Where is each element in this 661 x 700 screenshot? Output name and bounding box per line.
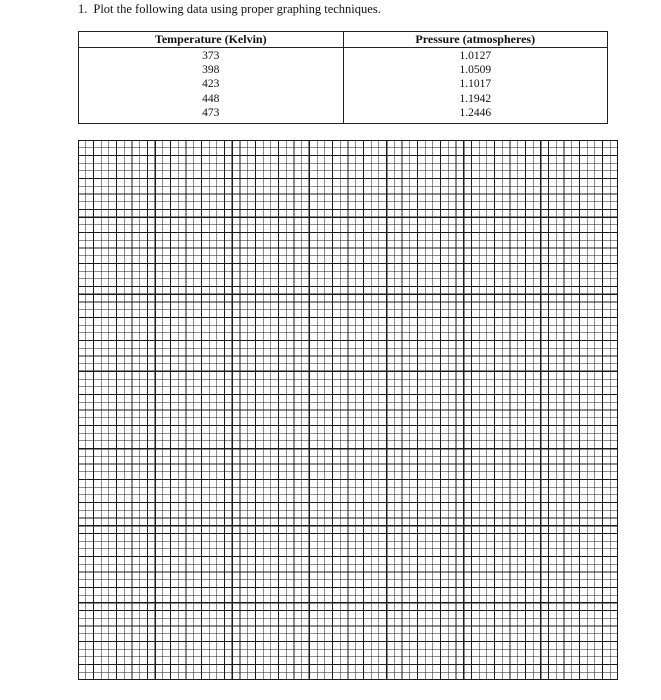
temperature-cell: 373 xyxy=(202,50,220,62)
question-line xyxy=(78,2,381,17)
pressure-cell: 1.0127 xyxy=(459,50,492,62)
question-number: 1. xyxy=(78,2,88,16)
temperature-cell: 448 xyxy=(202,92,220,105)
temperature-column xyxy=(79,48,343,123)
question-text: Plot the following data using proper graphing techniques. xyxy=(93,2,381,16)
pressure-cell: 1.1942 xyxy=(459,92,492,105)
pressure-column xyxy=(343,48,608,123)
header-temperature: Temperature (Kelvin) xyxy=(154,32,267,46)
temperature-cell: 473 xyxy=(202,106,220,119)
graph-paper[interactable] xyxy=(78,140,618,680)
pressure-cell: 1.2446 xyxy=(459,106,492,119)
temperature-cell: 423 xyxy=(202,78,220,91)
table-header-row xyxy=(79,32,607,48)
pressure-cell: 1.0509 xyxy=(459,64,492,77)
table-body xyxy=(79,48,607,123)
header-pressure: Pressure (atmospheres) xyxy=(343,32,608,47)
temperature-cell: 398 xyxy=(202,64,220,77)
data-table xyxy=(78,31,608,124)
pressure-cell: 1.1017 xyxy=(459,78,492,91)
